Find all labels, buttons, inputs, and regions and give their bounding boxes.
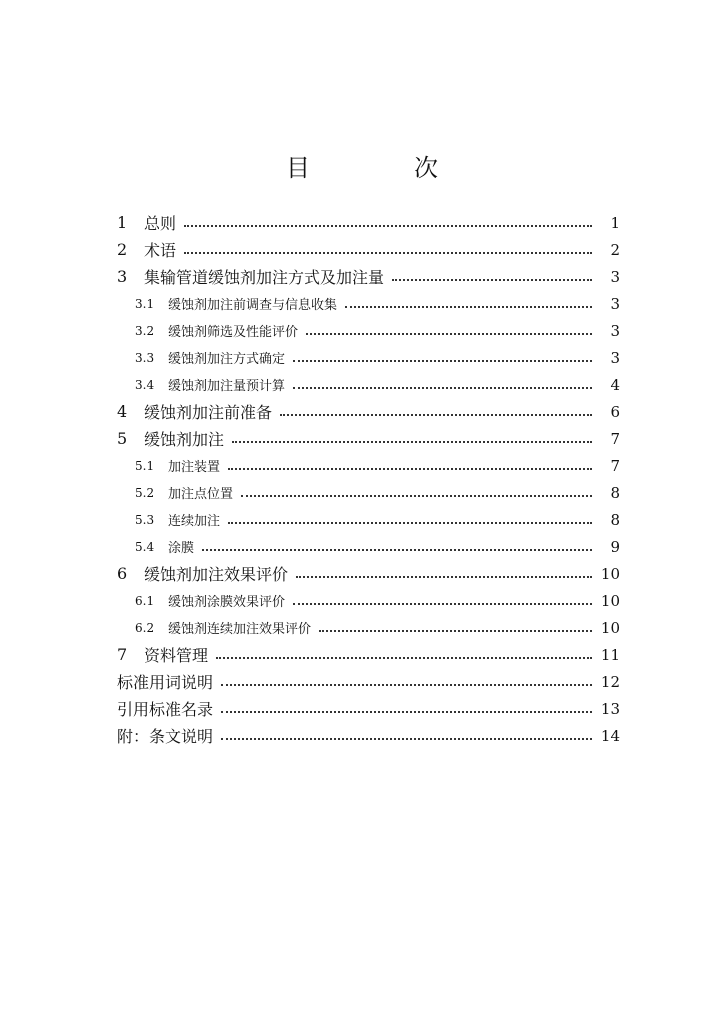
toc-number: 6.2 <box>135 620 155 635</box>
dot-leader <box>319 630 592 632</box>
toc-page: 13 <box>600 699 620 718</box>
toc-label: 缓蚀剂加注前调查与信息收集 <box>168 298 338 313</box>
toc-entry-5[interactable] <box>117 425 620 452</box>
toc-number: 2 <box>117 240 128 259</box>
toc-number: 6.1 <box>135 593 155 608</box>
toc-entry-2[interactable] <box>117 236 620 263</box>
toc-number: 1 <box>117 213 128 232</box>
dot-leader <box>228 468 592 470</box>
table-of-contents <box>117 209 620 749</box>
toc-label: 缓蚀剂加注量预计算 <box>168 379 286 394</box>
toc-page: 6 <box>610 402 620 421</box>
dot-leader <box>228 522 592 524</box>
toc-page: 8 <box>610 483 620 502</box>
dot-leader <box>221 684 592 686</box>
toc-label: 加注装置 <box>168 460 221 475</box>
toc-number: 7 <box>117 645 128 664</box>
toc-page: 7 <box>610 429 620 448</box>
toc-label: 涂膜 <box>168 541 195 556</box>
toc-label: 缓蚀剂加注前准备 <box>144 403 273 422</box>
toc-label: 集输管道缓蚀剂加注方式及加注量 <box>144 268 385 287</box>
dot-leader <box>293 360 592 362</box>
toc-label: 术语 <box>144 241 177 260</box>
toc-label: 连续加注 <box>168 514 221 529</box>
toc-number: 5.4 <box>135 539 155 554</box>
toc-entry-1[interactable] <box>117 209 620 236</box>
toc-number: 3.2 <box>135 323 155 338</box>
toc-page: 1 <box>610 213 620 232</box>
toc-entry-7[interactable] <box>117 641 620 668</box>
toc-label: 加注点位置 <box>168 487 234 502</box>
toc-entry-5-2[interactable] <box>117 479 620 506</box>
toc-entry-6-1[interactable] <box>117 587 620 614</box>
toc-entry-4[interactable] <box>117 398 620 425</box>
toc-number: 3 <box>117 267 128 286</box>
toc-label: 资料管理 <box>144 646 209 665</box>
toc-number: 5.3 <box>135 512 155 527</box>
toc-entry-6[interactable] <box>117 560 620 587</box>
dot-leader <box>241 495 592 497</box>
toc-page: 10 <box>600 564 620 583</box>
toc-page: 14 <box>600 726 620 745</box>
toc-page: 3 <box>610 294 620 313</box>
dot-leader <box>296 576 592 578</box>
toc-page: 10 <box>600 618 620 637</box>
toc-number: 3.3 <box>135 350 155 365</box>
toc-label: 缓蚀剂加注方式确定 <box>168 352 286 367</box>
toc-label: 附：条文说明 <box>117 727 214 746</box>
toc-entry-3-4[interactable] <box>117 371 620 398</box>
toc-number: 5 <box>117 429 128 448</box>
toc-label: 引用标准名录 <box>117 700 214 719</box>
dot-leader <box>293 387 592 389</box>
toc-page: 12 <box>600 672 620 691</box>
dot-leader <box>306 333 592 335</box>
toc-number: 5.1 <box>135 458 155 473</box>
toc-label: 缓蚀剂加注效果评价 <box>144 565 289 584</box>
dot-leader <box>184 252 592 254</box>
toc-page: 10 <box>600 591 620 610</box>
toc-label: 缓蚀剂涂膜效果评价 <box>168 595 286 610</box>
toc-entry-3[interactable] <box>117 263 620 290</box>
toc-label: 总则 <box>144 214 177 233</box>
dot-leader <box>392 279 592 281</box>
toc-entry-appendix[interactable] <box>117 722 620 749</box>
toc-page: 2 <box>610 240 620 259</box>
toc-page: 7 <box>610 456 620 475</box>
dot-leader <box>293 603 592 605</box>
toc-entry-6-2[interactable] <box>117 614 620 641</box>
dot-leader <box>202 549 592 551</box>
toc-page: 3 <box>610 321 620 340</box>
toc-entry-5-4[interactable] <box>117 533 620 560</box>
toc-number: 3.4 <box>135 377 155 392</box>
toc-page: 11 <box>600 645 620 664</box>
toc-entry-3-1[interactable] <box>117 290 620 317</box>
dot-leader <box>184 225 592 227</box>
toc-entry-referenced-standards[interactable] <box>117 695 620 722</box>
dot-leader <box>221 738 592 740</box>
toc-entry-standard-wording[interactable] <box>117 668 620 695</box>
toc-entry-5-1[interactable] <box>117 452 620 479</box>
dot-leader <box>221 711 592 713</box>
toc-label: 缓蚀剂筛选及性能评价 <box>168 325 299 340</box>
toc-entry-3-3[interactable] <box>117 344 620 371</box>
dot-leader <box>280 414 592 416</box>
toc-page: 3 <box>610 267 620 286</box>
toc-number: 4 <box>117 402 128 421</box>
toc-entry-5-3[interactable] <box>117 506 620 533</box>
toc-number: 5.2 <box>135 485 155 500</box>
toc-page: 3 <box>610 348 620 367</box>
toc-page: 4 <box>610 375 620 394</box>
dot-leader <box>216 657 592 659</box>
toc-label: 标准用词说明 <box>117 673 214 692</box>
toc-label: 缓蚀剂加注 <box>144 430 225 449</box>
toc-entry-3-2[interactable] <box>117 317 620 344</box>
toc-number: 6 <box>117 564 128 583</box>
toc-number: 3.1 <box>135 296 155 311</box>
toc-page: 9 <box>610 537 620 556</box>
toc-page: 8 <box>610 510 620 529</box>
dot-leader <box>345 306 592 308</box>
toc-label: 缓蚀剂连续加注效果评价 <box>168 622 312 637</box>
page-title: 目 次 <box>286 154 478 182</box>
dot-leader <box>232 441 592 443</box>
